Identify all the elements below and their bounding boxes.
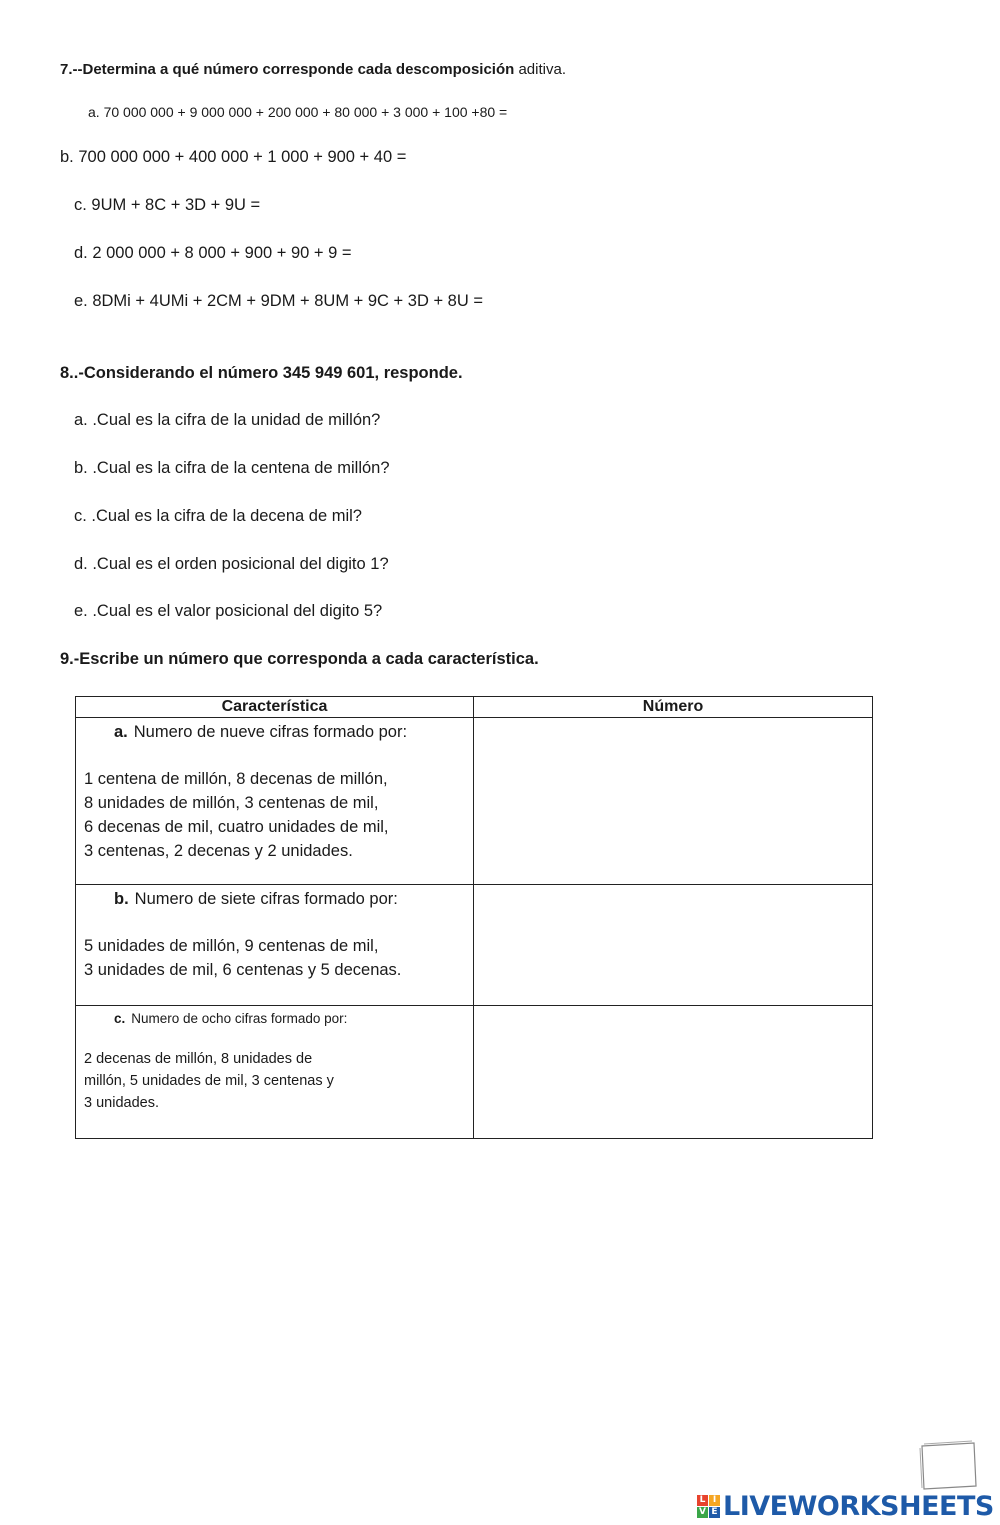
table-row bbox=[76, 718, 873, 885]
q7-item-b: b. 700 000 000 + 400 000 + 1 000 + 900 + 40 = bbox=[60, 148, 407, 166]
paper-icon bbox=[918, 1440, 978, 1492]
q7-item-c: c. 9UM + 8C + 3D + 9U = bbox=[74, 196, 261, 214]
characteristic-cell-a bbox=[76, 718, 474, 885]
q8-item-c: c. .Cual es la cifra de la decena de mil? bbox=[74, 507, 362, 525]
header-numero: Número bbox=[474, 697, 873, 718]
logo-block: L bbox=[697, 1495, 708, 1506]
row-b-letter: b. bbox=[114, 890, 129, 908]
q7-title bbox=[60, 61, 566, 78]
table-row bbox=[76, 885, 873, 1006]
q7-item-d: d. 2 000 000 + 8 000 + 900 + 90 + 9 = bbox=[74, 244, 352, 262]
liveworksheets-logo bbox=[697, 1488, 994, 1524]
q7-title-rest: aditiva. bbox=[514, 61, 566, 78]
logo-block: V bbox=[697, 1507, 708, 1518]
row-c-line: 2 decenas de millón, 8 unidades de bbox=[84, 1051, 313, 1067]
answer-cell-c[interactable] bbox=[474, 1006, 873, 1139]
row-c-letter: c. bbox=[114, 1011, 126, 1026]
answer-cell-a[interactable] bbox=[474, 718, 873, 885]
row-a-line: 3 centenas, 2 decenas y 2 unidades. bbox=[84, 842, 353, 860]
row-a-line: 6 decenas de mil, cuatro unidades de mil, bbox=[84, 818, 389, 836]
logo-blocks-icon bbox=[697, 1495, 720, 1518]
characteristic-cell-b bbox=[76, 885, 474, 1006]
row-a-head-text: Numero de nueve cifras formado por: bbox=[133, 723, 408, 741]
q8-item-e: e. .Cual es el valor posicional del digito 5? bbox=[74, 602, 383, 620]
row-b-head-text: Numero de siete cifras formado por: bbox=[134, 890, 398, 908]
q8-item-a: a. .Cual es la cifra de la unidad de millón? bbox=[74, 411, 381, 429]
answer-cell-b[interactable] bbox=[474, 885, 873, 1006]
characteristics-table bbox=[75, 696, 873, 1139]
header-caracteristica: Característica bbox=[76, 697, 474, 718]
logo-text: LIVEWORKSHEETS bbox=[723, 1490, 994, 1522]
q8-item-d: d. .Cual es el orden posicional del digito 1? bbox=[74, 555, 389, 573]
logo-block: E bbox=[709, 1507, 720, 1518]
table-header-row bbox=[76, 697, 873, 718]
row-a-head bbox=[84, 720, 473, 744]
logo-block: I bbox=[709, 1495, 720, 1506]
characteristic-cell-c bbox=[76, 1006, 474, 1139]
q8-item-b: b. .Cual es la cifra de la centena de millón? bbox=[74, 459, 390, 477]
row-a-letter: a. bbox=[114, 723, 128, 741]
q7-item-a: a. 70 000 000 + 9 000 000 + 200 000 + 80 000 + 3 000 + 100 +80 = bbox=[88, 104, 508, 120]
q8-title: 8..-Considerando el número 345 949 601, responde. bbox=[60, 364, 463, 382]
row-a-line: 8 unidades de millón, 3 centenas de mil, bbox=[84, 794, 379, 812]
q7-item-e: e. 8DMi + 4UMi + 2CM + 9DM + 8UM + 9C + 3D + 8U = bbox=[74, 292, 483, 310]
row-b-line: 5 unidades de millón, 9 centenas de mil, bbox=[84, 937, 379, 955]
row-c-line: 3 unidades. bbox=[84, 1095, 159, 1111]
row-c-head-text: Numero de ocho cifras formado por: bbox=[131, 1011, 348, 1026]
table-row bbox=[76, 1006, 873, 1139]
row-a-line: 1 centena de millón, 8 decenas de millón, bbox=[84, 770, 388, 788]
row-b-line: 3 unidades de mil, 6 centenas y 5 decenas. bbox=[84, 961, 402, 979]
q9-title: 9.-Escribe un número que corresponda a cada característica. bbox=[60, 650, 539, 668]
row-c-head bbox=[84, 1008, 473, 1030]
row-c-line: millón, 5 unidades de mil, 3 centenas y bbox=[84, 1073, 334, 1089]
row-b-head bbox=[84, 887, 473, 911]
q7-title-bold: 7.--Determina a qué número corresponde cada descomposición bbox=[60, 61, 515, 78]
